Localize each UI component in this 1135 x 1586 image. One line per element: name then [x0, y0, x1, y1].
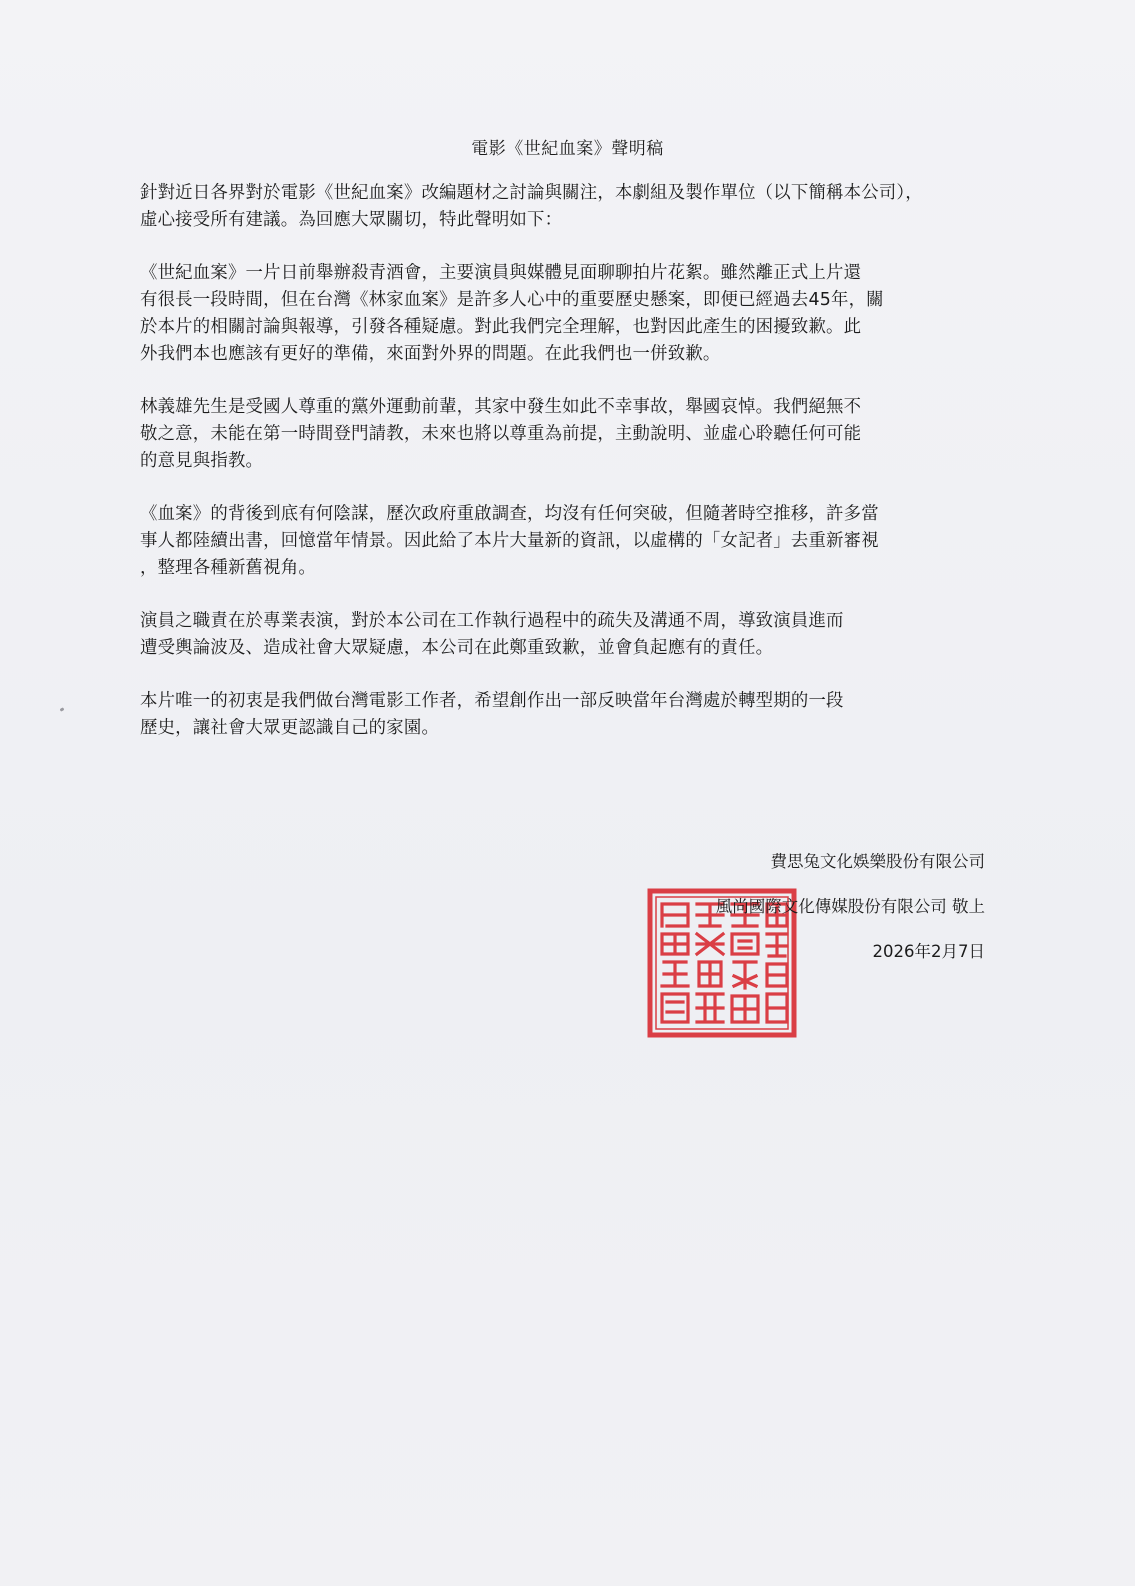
document-title: 電影《世紀血案》聲明稿	[471, 139, 664, 159]
company-name-1: 費思兔文化娛樂股份有限公司	[770, 852, 985, 871]
statement-body	[140, 180, 990, 768]
paragraph-intro: 針對近日各界對於電影《世紀血案》改編題材之討論與關注，本劇組及製作單位（以下簡稱本公司）， 虛心接受所有建議。為回應大眾關切，特此聲明如下：	[140, 183, 923, 230]
paragraph-actors-apology: 演員之職責在於專業表演，對於本公司在工作執行過程中的疏失及溝通不周，導致演員進而 遭受輿論波及、造成社會大眾疑慮，本公司在此鄭重致歉，並會負起應有的責任。	[140, 611, 844, 658]
paragraph-original-intent: 本片唯一的初衷是我們做台灣電影工作者，希望創作出一部反映當年台灣處於轉型期的一段 歷史，讓社會大眾更認識自己的家園。	[140, 691, 844, 738]
statement-date: 2026年2月7日	[872, 942, 985, 961]
paragraph-investigation: 《血案》的背後到底有何陰謀，歷次政府重啟調查，均沒有任何突破，但隨著時空推移，許多當 事人都陸續出書，回憶當年情景。因此給了本片大量新的資訊，以虛構的「女記者」去重新審視 ，整理各種新舊視角。	[140, 504, 879, 578]
paragraph-wrap-party: 《世紀血案》一片日前舉辦殺青酒會，主要演員與媒體見面聊聊拍片花絮。雖然離正式上片還 有很長一段時間，但在台灣《林家血案》是許多人心中的重要歷史懸案，即便已經過去45年，關 於本片的相關討論與報導，引發各種疑慮。對此我們完全理解，也對因此產生的困擾致歉。此 外我們本也應該有更好的準備，來面對外界的問題。在此我們也一併致歉。	[140, 263, 884, 364]
paragraph-lin-family: 林義雄先生是受國人尊重的黨外運動前輩，其家中發生如此不幸事故，舉國哀悼。我們絕無不 敬之意，未能在第一時間登門請教，未來也將以尊重為前提，主動說明、並虛心聆聽任何可能 的意見與指教。	[140, 397, 862, 471]
company-name-2: 風尚國際文化傳媒股份有限公司 敬上	[715, 897, 985, 916]
paper-speck	[60, 707, 65, 712]
